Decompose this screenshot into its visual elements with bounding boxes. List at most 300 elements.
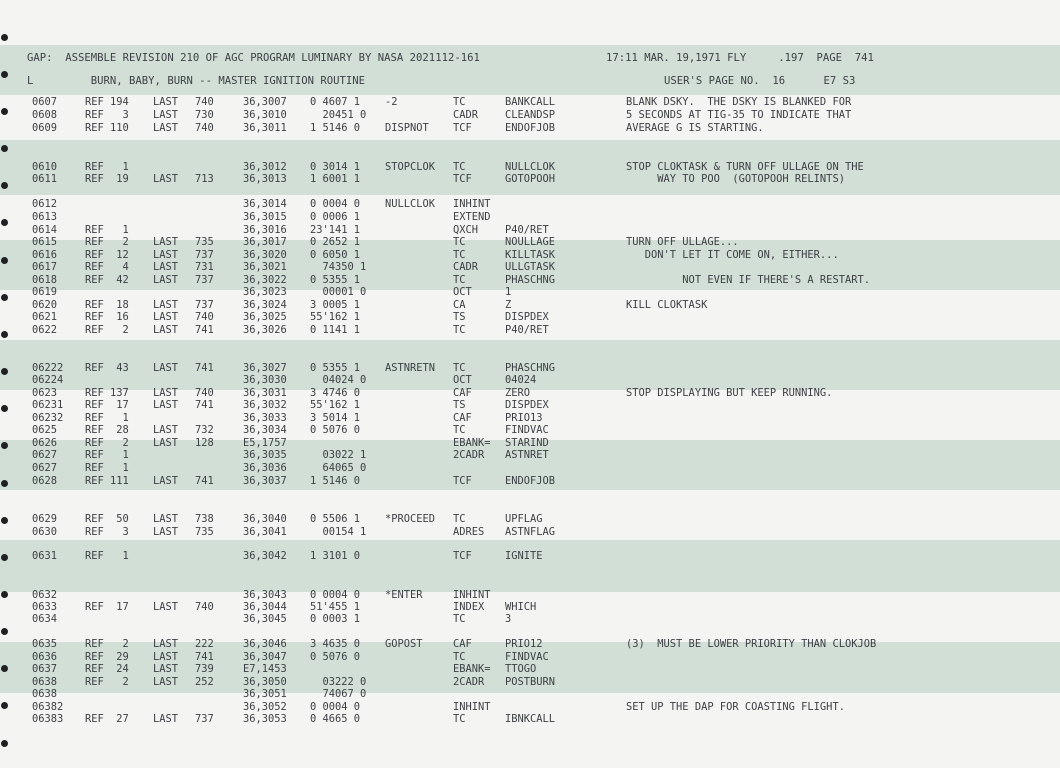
last-page: 741 [195, 399, 214, 411]
whitebar-band [0, 693, 1060, 768]
operand: ENDOFJOB [505, 122, 556, 134]
octal-code: 0 5076 0 [310, 424, 361, 436]
line-number: 0613 [32, 211, 58, 223]
octal-code: 0 4665 0 [310, 713, 361, 725]
octal-code: 0 5355 1 [310, 362, 361, 374]
last-label: LAST [153, 651, 179, 663]
symbol-label: GOPOST [385, 638, 423, 650]
operand: BANKCALL [505, 96, 556, 108]
octal-code: 0 5506 1 [310, 513, 361, 525]
symbol-label: ASTNRETN [385, 362, 436, 374]
reference-count: REF 4 [85, 261, 129, 273]
last-label: LAST [153, 475, 179, 487]
comment-text: AVERAGE G IS STARTING. [626, 122, 764, 134]
reference-count: REF 16 [85, 311, 129, 323]
line-number: 06382 [32, 701, 64, 713]
operand: 1 [505, 286, 512, 298]
operand: ZERO [505, 387, 531, 399]
opcode: INDEX [453, 601, 485, 613]
line-number: 0632 [32, 589, 58, 601]
octal-code: 74350 1 [310, 261, 367, 273]
reference-count: REF 3 [85, 526, 129, 538]
line-number: 0630 [32, 526, 58, 538]
opcode: TC [453, 713, 466, 725]
symbol-label: *ENTER [385, 589, 423, 601]
feed-hole [1, 71, 8, 78]
symbol-label: -2 [385, 96, 398, 108]
reference-count: REF 17 [85, 601, 129, 613]
operand: ASTNRET [505, 449, 549, 461]
comment-text: BLANK DSKY. THE DSKY IS BLANKED FOR [626, 96, 852, 108]
operand: PRIO12 [505, 638, 543, 650]
opcode: EBANK= [453, 437, 491, 449]
operand: FINDVAC [505, 424, 549, 436]
octal-code: 74067 0 [310, 688, 367, 700]
line-number: 06222 [32, 362, 64, 374]
feed-hole [1, 591, 8, 598]
reference-count: REF 110 [85, 122, 129, 134]
memory-address: E7,1453 [243, 663, 287, 675]
comment-text: SET UP THE DAP FOR COASTING FLIGHT. [626, 701, 845, 713]
last-label: LAST [153, 513, 179, 525]
last-label: LAST [153, 109, 179, 121]
operand: IGNITE [505, 550, 543, 562]
operand: NULLCLOK [505, 161, 556, 173]
last-label: LAST [153, 437, 179, 449]
reference-count: REF 1 [85, 550, 129, 562]
last-page: 737 [195, 713, 214, 725]
line-number: 0628 [32, 475, 58, 487]
reference-count: REF 3 [85, 109, 129, 121]
octal-code: 03222 0 [310, 676, 367, 688]
last-page: 741 [195, 362, 214, 374]
routine-title: L BURN, BABY, BURN -- MASTER IGNITION ROUTINE [27, 75, 366, 87]
line-number: 0631 [32, 550, 58, 562]
line-number: 0618 [32, 274, 58, 286]
reference-count: REF 28 [85, 424, 129, 436]
feed-hole [1, 702, 8, 709]
last-label: LAST [153, 261, 179, 273]
feed-hole [1, 294, 8, 301]
line-number: 06232 [32, 412, 64, 424]
operand: 3 [505, 613, 512, 625]
reference-count: REF 12 [85, 249, 129, 261]
opcode: ADRES [453, 526, 485, 538]
opcode: INHINT [453, 198, 491, 210]
greenbar-band [0, 540, 1060, 592]
line-number: 0619 [32, 286, 58, 298]
last-label: LAST [153, 713, 179, 725]
operand: P40/RET [505, 324, 549, 336]
feed-hole [1, 219, 8, 226]
feed-hole [1, 665, 8, 672]
octal-code: 00001 0 [310, 286, 367, 298]
comment-text: (3) MUST BE LOWER PRIORITY THAN CLOKJOB [626, 638, 877, 650]
feed-hole [1, 480, 8, 487]
line-number: 0627 [32, 462, 58, 474]
operand: PHASCHNG [505, 274, 556, 286]
line-number: 0623 [32, 387, 58, 399]
reference-count: REF 17 [85, 399, 129, 411]
last-page: 740 [195, 601, 214, 613]
line-number: 0627 [32, 449, 58, 461]
memory-address: 36,3040 [243, 513, 287, 525]
line-number: 0620 [32, 299, 58, 311]
last-page: 713 [195, 173, 214, 185]
line-number: 0633 [32, 601, 58, 613]
octal-code: 0 0004 0 [310, 701, 361, 713]
octal-code: 20451 0 [310, 109, 367, 121]
line-number: 0635 [32, 638, 58, 650]
feed-hole [1, 368, 8, 375]
memory-address: 36,3024 [243, 299, 287, 311]
line-number: 0634 [32, 613, 58, 625]
feed-hole [1, 257, 8, 264]
feed-hole [1, 108, 8, 115]
comment-text: DON'T LET IT COME ON, EITHER... [626, 249, 839, 261]
octal-code: 0 1141 1 [310, 324, 361, 336]
octal-code: 3 4635 0 [310, 638, 361, 650]
opcode: TC [453, 236, 466, 248]
last-page: 741 [195, 651, 214, 663]
memory-address: 36,3044 [243, 601, 287, 613]
opcode: TC [453, 513, 466, 525]
opcode: TS [453, 399, 466, 411]
octal-code: 55'162 1 [310, 311, 361, 323]
last-page: 731 [195, 261, 214, 273]
opcode: TCF [453, 122, 472, 134]
memory-address: 36,3014 [243, 198, 287, 210]
opcode: TC [453, 651, 466, 663]
memory-address: 36,3051 [243, 688, 287, 700]
reference-count: REF 29 [85, 651, 129, 663]
operand: ULLGTASK [505, 261, 556, 273]
line-number: 0611 [32, 173, 58, 185]
octal-code: 1 3101 0 [310, 550, 361, 562]
last-page: 222 [195, 638, 214, 650]
operand: UPFLAG [505, 513, 543, 525]
comment-text: WAY TO POO (GOTOPOOH RELINTS) [626, 173, 845, 185]
reference-count: REF 2 [85, 324, 129, 336]
reference-count: REF 1 [85, 161, 129, 173]
memory-address: 36,3023 [243, 286, 287, 298]
reference-count: REF 1 [85, 412, 129, 424]
operand: 04024 [505, 374, 537, 386]
memory-address: 36,3027 [243, 362, 287, 374]
memory-address: 36,3016 [243, 224, 287, 236]
last-label: LAST [153, 638, 179, 650]
opcode: INHINT [453, 589, 491, 601]
memory-address: 36,3026 [243, 324, 287, 336]
last-label: LAST [153, 311, 179, 323]
last-label: LAST [153, 299, 179, 311]
opcode: TCF [453, 173, 472, 185]
last-page: 737 [195, 299, 214, 311]
memory-address: 36,3012 [243, 161, 287, 173]
symbol-label: STOPCLOK [385, 161, 436, 173]
line-number: 0621 [32, 311, 58, 323]
operand: TTOGO [505, 663, 537, 675]
octal-code: 0 0006 1 [310, 211, 361, 223]
memory-address: 36,3041 [243, 526, 287, 538]
operand: CLEANDSP [505, 109, 556, 121]
feed-hole [1, 331, 8, 338]
reference-count: REF 1 [85, 449, 129, 461]
opcode: TC [453, 424, 466, 436]
memory-address: 36,3050 [243, 676, 287, 688]
octal-code: 0 5355 1 [310, 274, 361, 286]
last-label: LAST [153, 399, 179, 411]
feed-hole [1, 405, 8, 412]
opcode: TC [453, 161, 466, 173]
reference-count: REF 2 [85, 638, 129, 650]
last-page: 732 [195, 424, 214, 436]
last-label: LAST [153, 676, 179, 688]
comment-text: STOP DISPLAYING BUT KEEP RUNNING. [626, 387, 833, 399]
operand: KILLTASK [505, 249, 556, 261]
operand: FINDVAC [505, 651, 549, 663]
opcode: OCT [453, 374, 472, 386]
memory-address: 36,3011 [243, 122, 287, 134]
line-number: 06224 [32, 374, 64, 386]
opcode: TC [453, 613, 466, 625]
last-label: LAST [153, 387, 179, 399]
memory-address: 36,3025 [243, 311, 287, 323]
octal-code: 3 5014 1 [310, 412, 361, 424]
operand: GOTOPOOH [505, 173, 556, 185]
operand: IBNKCALL [505, 713, 556, 725]
last-label: LAST [153, 236, 179, 248]
reference-count: REF 24 [85, 663, 129, 675]
opcode: CADR [453, 261, 479, 273]
last-label: LAST [153, 324, 179, 336]
octal-code: 3 4746 0 [310, 387, 361, 399]
octal-code: 1 5146 0 [310, 475, 361, 487]
operand: DISPDEX [505, 311, 549, 323]
octal-code: 0 0004 0 [310, 198, 361, 210]
opcode: CAF [453, 638, 472, 650]
octal-code: 64065 0 [310, 462, 367, 474]
memory-address: 36,3036 [243, 462, 287, 474]
last-page: 741 [195, 324, 214, 336]
last-page: 735 [195, 526, 214, 538]
line-number: 0607 [32, 96, 58, 108]
memory-address: 36,3010 [243, 109, 287, 121]
line-number: 06383 [32, 713, 64, 725]
last-page: 740 [195, 387, 214, 399]
comment-text: STOP CLOKTASK & TURN OFF ULLAGE ON THE [626, 161, 864, 173]
last-page: 128 [195, 437, 214, 449]
line-number: 0638 [32, 688, 58, 700]
line-number: 0615 [32, 236, 58, 248]
reference-count: REF 2 [85, 676, 129, 688]
symbol-label: *PROCEED [385, 513, 436, 525]
memory-address: 36,3033 [243, 412, 287, 424]
reference-count: REF 42 [85, 274, 129, 286]
opcode: TC [453, 96, 466, 108]
last-page: 739 [195, 663, 214, 675]
octal-code: 1 5146 0 [310, 122, 361, 134]
operand: POSTBURN [505, 676, 556, 688]
last-label: LAST [153, 96, 179, 108]
feed-hole [1, 145, 8, 152]
memory-address: 36,3032 [243, 399, 287, 411]
reference-count: REF 19 [85, 173, 129, 185]
last-page: 735 [195, 236, 214, 248]
reference-count: REF 27 [85, 713, 129, 725]
operand: DISPDEX [505, 399, 549, 411]
octal-code: 03022 1 [310, 449, 367, 461]
last-page: 740 [195, 311, 214, 323]
octal-code: 0 4607 1 [310, 96, 361, 108]
memory-address: 36,3021 [243, 261, 287, 273]
operand: PHASCHNG [505, 362, 556, 374]
opcode: TCF [453, 550, 472, 562]
octal-code: 0 2652 1 [310, 236, 361, 248]
last-label: LAST [153, 122, 179, 134]
memory-address: 36,3031 [243, 387, 287, 399]
memory-address: 36,3045 [243, 613, 287, 625]
line-number: 0609 [32, 122, 58, 134]
last-page: 740 [195, 122, 214, 134]
line-number: 0625 [32, 424, 58, 436]
last-label: LAST [153, 274, 179, 286]
line-number: 0626 [32, 437, 58, 449]
memory-address: 36,3037 [243, 475, 287, 487]
reference-count: REF 2 [85, 437, 129, 449]
last-label: LAST [153, 173, 179, 185]
last-page: 737 [195, 274, 214, 286]
opcode: CADR [453, 109, 479, 121]
line-number: 0622 [32, 324, 58, 336]
last-label: LAST [153, 526, 179, 538]
feed-hole [1, 34, 8, 41]
opcode: 2CADR [453, 676, 485, 688]
opcode: TC [453, 324, 466, 336]
operand: PRIO13 [505, 412, 543, 424]
feed-hole [1, 517, 8, 524]
operand: Z [505, 299, 512, 311]
opcode: CAF [453, 387, 472, 399]
octal-code: 0 0004 0 [310, 589, 361, 601]
reference-count: REF 18 [85, 299, 129, 311]
reference-count: REF 137 [85, 387, 129, 399]
last-label: LAST [153, 601, 179, 613]
line-number: 0617 [32, 261, 58, 273]
reference-count: REF 194 [85, 96, 129, 108]
listing-timestamp: 17:11 MAR. 19,1971 FLY .197 PAGE 741 [606, 52, 874, 64]
operand: P40/RET [505, 224, 549, 236]
reference-count: REF 1 [85, 462, 129, 474]
reference-count: REF 1 [85, 224, 129, 236]
octal-code: 00154 1 [310, 526, 367, 538]
memory-address: 36,3007 [243, 96, 287, 108]
line-number: 06231 [32, 399, 64, 411]
reference-count: REF 2 [85, 236, 129, 248]
operand: ENDOFJOB [505, 475, 556, 487]
memory-address: 36,3043 [243, 589, 287, 601]
operand: STARIND [505, 437, 549, 449]
opcode: CA [453, 299, 466, 311]
operand: NOULLAGE [505, 236, 556, 248]
memory-address: 36,3034 [243, 424, 287, 436]
line-number: 0614 [32, 224, 58, 236]
operand: WHICH [505, 601, 537, 613]
comment-text: 5 SECONDS AT TIG-35 TO INDICATE THAT [626, 109, 852, 121]
reference-count: REF 43 [85, 362, 129, 374]
octal-code: 23'141 1 [310, 224, 361, 236]
feed-hole [1, 554, 8, 561]
last-page: 741 [195, 475, 214, 487]
last-page: 737 [195, 249, 214, 261]
memory-address: 36,3035 [243, 449, 287, 461]
last-label: LAST [153, 362, 179, 374]
line-number: 0608 [32, 109, 58, 121]
opcode: TS [453, 311, 466, 323]
octal-code: 3 0005 1 [310, 299, 361, 311]
opcode: INHINT [453, 701, 491, 713]
paper-top-margin [0, 0, 1060, 45]
octal-code: 0 5076 0 [310, 651, 361, 663]
opcode: OCT [453, 286, 472, 298]
memory-address: 36,3015 [243, 211, 287, 223]
user-page-number: USER'S PAGE NO. 16 E7 S3 [664, 75, 856, 87]
line-number: 0638 [32, 676, 58, 688]
memory-address: 36,3022 [243, 274, 287, 286]
memory-address: 36,3052 [243, 701, 287, 713]
line-number: 0616 [32, 249, 58, 261]
symbol-label: NULLCLOK [385, 198, 436, 210]
opcode: EXTEND [453, 211, 491, 223]
opcode: TC [453, 362, 466, 374]
opcode: EBANK= [453, 663, 491, 675]
last-label: LAST [153, 249, 179, 261]
last-page: 730 [195, 109, 214, 121]
line-number: 0610 [32, 161, 58, 173]
memory-address: 36,3046 [243, 638, 287, 650]
opcode: QXCH [453, 224, 479, 236]
operand: ASTNFLAG [505, 526, 556, 538]
octal-code: 0 6050 1 [310, 249, 361, 261]
octal-code: 0 3014 1 [310, 161, 361, 173]
memory-address: 36,3017 [243, 236, 287, 248]
last-page: 252 [195, 676, 214, 688]
line-number: 0637 [32, 663, 58, 675]
last-label: LAST [153, 663, 179, 675]
feed-hole [1, 182, 8, 189]
reference-count: REF 50 [85, 513, 129, 525]
comment-text: KILL CLOKTASK [626, 299, 708, 311]
last-page: 738 [195, 513, 214, 525]
octal-code: 51'455 1 [310, 601, 361, 613]
comment-text: TURN OFF ULLAGE... [626, 236, 739, 248]
symbol-label: DISPNOT [385, 122, 429, 134]
line-number: 0636 [32, 651, 58, 663]
reference-count: REF 111 [85, 475, 129, 487]
last-label: LAST [153, 424, 179, 436]
feed-hole [1, 628, 8, 635]
comment-text: NOT EVEN IF THERE'S A RESTART. [626, 274, 870, 286]
octal-code: 0 0003 1 [310, 613, 361, 625]
line-number: 0629 [32, 513, 58, 525]
last-page: 740 [195, 96, 214, 108]
memory-address: E5,1757 [243, 437, 287, 449]
opcode: TC [453, 249, 466, 261]
feed-hole [1, 740, 8, 747]
octal-code: 1 6001 1 [310, 173, 361, 185]
memory-address: 36,3013 [243, 173, 287, 185]
memory-address: 36,3053 [243, 713, 287, 725]
